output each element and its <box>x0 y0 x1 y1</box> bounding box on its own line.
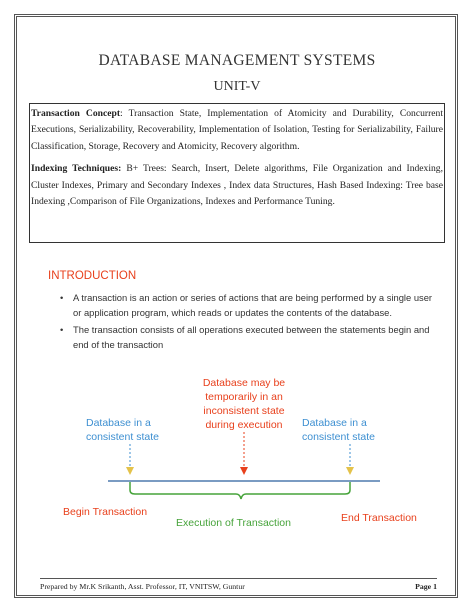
consistent-right-line2: consistent state <box>302 431 375 443</box>
consistent-right-line1: Database in a <box>302 417 367 429</box>
left-arrowhead <box>126 467 134 475</box>
footer-author: Prepared by Mr.K Srikanth, Asst. Professor, IT, VNITSW, Guntur <box>40 582 245 591</box>
execution-label: Execution of Transaction <box>176 517 291 529</box>
indexing-label: Indexing Techniques: <box>31 163 122 175</box>
inconsistent-label-line4: during execution <box>205 419 283 431</box>
syllabus-box <box>29 103 445 243</box>
page-footer <box>40 578 437 591</box>
transaction-text: : Transaction State, Implementation of Atomicity and Durability, Concurrent Executions, Serializability, Recoverability, Implementation of Isolation, Testing for Serializability, Failure Classification, Storage, Recovery and Atomicity, Recovery algorithm. <box>31 108 443 152</box>
end-transaction-label: End Transaction <box>341 512 417 524</box>
list-item-text: The transaction consists of all operations executed between the statements begin and end of the transaction <box>73 324 430 350</box>
centre-arrowhead <box>240 467 248 475</box>
execution-brace <box>130 482 350 499</box>
right-arrowhead <box>346 467 354 475</box>
page-number: Page 1 <box>415 582 437 591</box>
transaction-diagram <box>0 370 474 530</box>
list-item <box>60 323 438 352</box>
document-title: DATABASE MANAGEMENT SYSTEMS <box>98 52 376 69</box>
indexing-text: B+ Trees: Search, Insert, Delete algorithms, File Organization and Indexing, Cluster Indexes, Primary and Secondary Indexes , Index data Structures, Hash Based Indexing: Tree base Indexing ,Comparison of File Organizations, Indexes and Performance Tuning. <box>31 163 443 208</box>
introduction-heading: INTRODUCTION <box>48 270 137 282</box>
transaction-label: Transaction Concept <box>31 108 121 119</box>
indexing-syllabus <box>31 161 443 210</box>
transaction-syllabus <box>31 106 443 155</box>
list-item-text: A transaction is an action or series of actions that are being performed by a single user or application program, which reads or updates the contents of the database. <box>73 292 433 318</box>
inconsistent-label-line2: temporarily in an <box>205 391 283 403</box>
bullet-icon: • <box>60 292 64 303</box>
introduction-list <box>60 291 438 355</box>
unit-title: UNIT-V <box>213 79 261 94</box>
bullet-icon: • <box>60 324 64 336</box>
begin-transaction-label: Begin Transaction <box>63 506 148 518</box>
consistent-left-line2: consistent state <box>86 431 159 443</box>
inconsistent-label-line3: inconsistent state <box>203 405 285 417</box>
consistent-left-line1: Database in a <box>86 417 151 429</box>
list-item <box>60 291 438 320</box>
inconsistent-label-line1: Database may be <box>202 377 286 389</box>
